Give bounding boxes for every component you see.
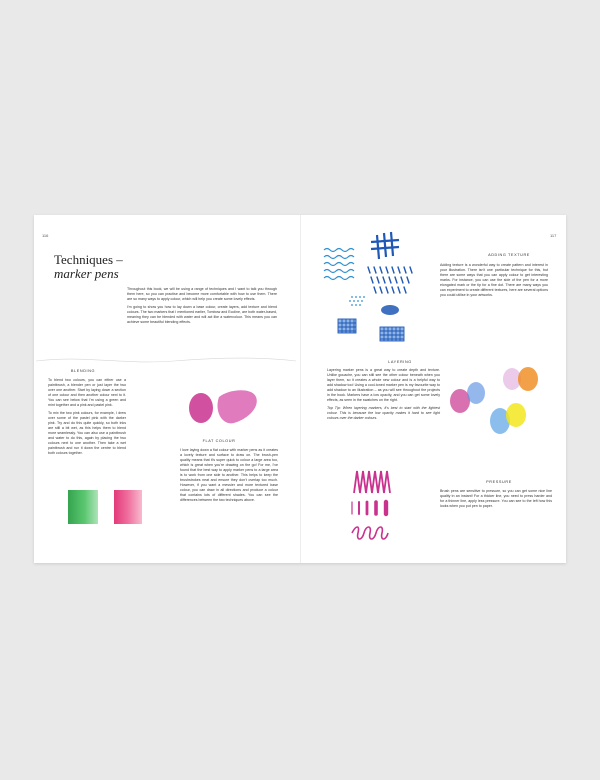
blending-paragraph-1: To blend two colours, you can either use a paintbrush, a blender pen or just layer the two over one another. Start by laying down a section of one colour and then another colour next to it. You can see below that I'm using a green and mint together and a pink and pastel pink. — [48, 378, 126, 407]
blending-heading: BLENDING — [70, 369, 96, 373]
texture-heading: ADDING TEXTURE — [488, 253, 530, 257]
intro-paragraph-2: I'm going to show you how to lay down a base colour, create layers, add texture and blend colours. The two markers that I mentioned earlier, Tombow and Ecoline, are both water-based, meaning they can be blended with water and will act like a watercolour. This means you can achieve some beautiful blending effects. — [127, 305, 277, 324]
page-title-line2: marker pens — [54, 266, 119, 281]
layering-tip: Top Tip: When layering markers, it's best to start with the lightest colour. This is because the low opacity makes it hard to see light colours over the darker colours. — [327, 406, 440, 420]
page-title-line1: Techniques – — [54, 252, 123, 267]
left-page-number: 116 — [42, 233, 49, 238]
pressure-bars — [352, 502, 386, 514]
flat-colour-heading: FLAT COLOUR — [202, 439, 236, 443]
pressure-paragraph: Brush pens are sensitive to pressure, so you can get some nice line quality in an instant! For a thicker line, you need to press harder and for a thinner line, apply less pressure. You can see to the left how this looks when you put pen to paper. — [440, 489, 552, 508]
book-spread — [34, 215, 566, 563]
flat-colour-paragraph: I love laying down a flat colour with marker pens as it creates a lovely texture and surface to draw on. The brush-pen quality means that it's super quick to colour a large area too, which is great when you're drawing on the go! For me, I've found that the best way to apply marker pens to a large area is to work from one side to another. This helps to keep the brushstrokes neat and ensure they don't overlap too much. However, if you want a messier and more textured base colour, you can draw in all directions and produce a colour that contains lots of different shades. You can see the differences between the two techniques above. — [180, 448, 278, 502]
layering-paragraph: Layering marker pens is a great way to create depth and texture. Unlike gouache, you can still see the other colour beneath when you layer them, so it creates a whole new colour and is a helpful way to add shadow too! Using a cool-toned marker pen is my favourite way to add shadow to an illustration – as you will see throughout the projects in the book. Markers have a low opacity, and you can get some lovely effects, as seen in the swatches on the right. — [327, 368, 440, 402]
blending-paragraph-2: To mix the two pink colours, for example, I drew over some of the pastel pink with the darker pink. Try and do this quite quickly, so both inks are still a bit wet, as this helps them to blend more seamlessly. You can also use a paintbrush and water to do this, again by placing the two colours next to one another. Then take a wet paintbrush and run it down the centre to blend both colours together. — [48, 411, 126, 455]
pressure-section — [440, 489, 552, 509]
texture-paragraph: Adding texture is a wonderful way to create pattern and interest in your illustration. There isn't one particular technique for this, but there are some ways that you can apply colour to get interesting marks. For instance, you can use the side of the pen for a more elongated mark or the tip for a fine dot. There are many ways you can experiment to create different textures, here are several options you could utilise in your artworks. — [440, 263, 548, 297]
layering-heading: LAYERING — [388, 360, 412, 364]
zigzag-stroke — [354, 471, 390, 493]
pressure-strokes — [34, 215, 566, 563]
right-page-number: 117 — [550, 233, 557, 238]
loop-stroke — [352, 527, 388, 539]
intro-paragraph-1: Throughout this book, we will be using a range of techniques and I want to talk you through them here, so you can practise and become more comfortable with how to use them. There are so many ways to apply colour, which will help you create some lovely effects. — [127, 287, 277, 301]
pressure-heading: PRESSURE — [486, 480, 512, 484]
